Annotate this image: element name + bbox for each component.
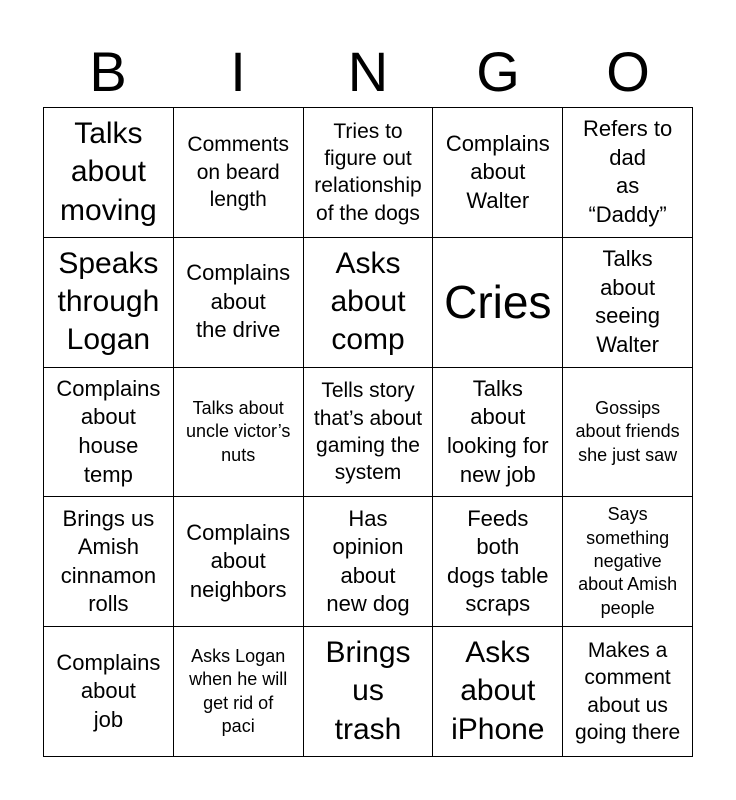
header-letter-i: I <box>230 40 246 103</box>
header-letter-g: G <box>476 40 520 103</box>
bingo-cell-r4c1[interactable]: Brings us Amish cinnamon rolls <box>44 497 174 627</box>
bingo-cell-r5c4[interactable]: Asks about iPhone <box>433 627 563 757</box>
bingo-cell-r5c2[interactable]: Asks Logan when he will get rid of paci <box>174 627 304 757</box>
bingo-cell-r2c3[interactable]: Asks about comp <box>304 238 434 368</box>
bingo-board <box>43 107 693 757</box>
bingo-cell-r3c2[interactable]: Talks about uncle victor’s nuts <box>174 368 304 498</box>
bingo-cell-r4c4[interactable]: Feeds both dogs table scraps <box>433 497 563 627</box>
bingo-cell-r3c5[interactable]: Gossips about friends she just saw <box>563 368 693 498</box>
bingo-cell-r1c1[interactable]: Talks about moving <box>44 108 174 238</box>
bingo-cell-r3c4[interactable]: Talks about looking for new job <box>433 368 563 498</box>
bingo-cell-r4c3[interactable]: Has opinion about new dog <box>304 497 434 627</box>
bingo-header <box>43 36 693 108</box>
bingo-cell-r1c3[interactable]: Tries to figure out relationship of the dogs <box>304 108 434 238</box>
bingo-cell-r1c2[interactable]: Comments on beard length <box>174 108 304 238</box>
bingo-cell-r2c4[interactable]: Cries <box>433 238 563 368</box>
header-letter-o: O <box>606 40 650 103</box>
bingo-cell-r4c2[interactable]: Complains about neighbors <box>174 497 304 627</box>
header-letter-b: B <box>89 40 127 103</box>
bingo-cell-r5c3[interactable]: Brings us trash <box>304 627 434 757</box>
header-letter-n: N <box>347 40 389 103</box>
bingo-cell-r5c5[interactable]: Makes a comment about us going there <box>563 627 693 757</box>
bingo-cell-r3c3[interactable]: Tells story that’s about gaming the system <box>304 368 434 498</box>
bingo-cell-r2c5[interactable]: Talks about seeing Walter <box>563 238 693 368</box>
bingo-cell-r1c4[interactable]: Complains about Walter <box>433 108 563 238</box>
bingo-cell-r2c1[interactable]: Speaks through Logan <box>44 238 174 368</box>
bingo-cell-r2c2[interactable]: Complains about the drive <box>174 238 304 368</box>
bingo-cell-r4c5[interactable]: Says something negative about Amish people <box>563 497 693 627</box>
bingo-cell-r5c1[interactable]: Complains about job <box>44 627 174 757</box>
bingo-cell-r3c1[interactable]: Complains about house temp <box>44 368 174 498</box>
bingo-cell-r1c5[interactable]: Refers to dad as “Daddy” <box>563 108 693 238</box>
